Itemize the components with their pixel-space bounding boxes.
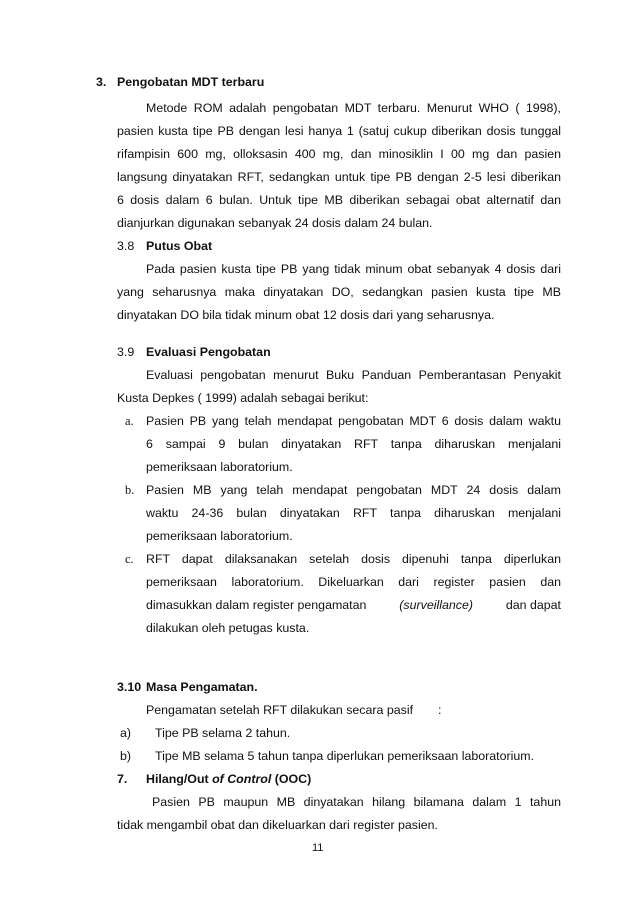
list-item-line: pemeriksaan laboratorium.	[146, 460, 293, 474]
paragraph-line: pasien kusta tipe PB dengan lesi hanya 1 (satuj cukup diberikan dosis tunggal	[117, 124, 561, 138]
section-number: 7.	[117, 772, 128, 786]
paragraph-line: langsung dinyatakan RFT, sedangkan untuk tipe PB dengan 2-5 lesi diberikan	[117, 170, 561, 184]
list-item-line: dilakukan oleh petugas kusta.	[146, 621, 310, 635]
section-heading: Pengobatan MDT terbaru	[117, 75, 265, 89]
paragraph-line: Pada pasien kusta tipe PB yang tidak minum obat sebanyak 4 dosis dari	[146, 262, 561, 276]
paragraph-line: Pengamatan setelah RFT dilakukan secara pasif	[146, 703, 414, 717]
list-item-line: Tipe PB selama 2 tahun.	[155, 726, 291, 740]
section-heading: Evaluasi Pengobatan	[146, 345, 271, 359]
paragraph-line: rifampisin 600 mg, olloksasin 400 mg, dan minosiklin I 00 mg dan pasien	[117, 147, 561, 161]
list-item-line: pemeriksaan laboratorium. Dikeluarkan dari register pasien dan	[146, 575, 561, 589]
section-heading: Putus Obat	[146, 239, 213, 253]
section-heading: Masa Pengamatan.	[146, 680, 258, 694]
line-segment: dan dapat	[505, 598, 561, 612]
list-item-line: pemeriksaan laboratorium.	[146, 529, 293, 543]
list-item-line	[146, 598, 561, 612]
section-number: 3.	[96, 75, 107, 89]
list-item-line: Tipe MB selama 5 tahun tanpa diperlukan pemeriksaan laboratorium.	[155, 749, 535, 763]
list-marker: a)	[120, 726, 132, 740]
heading-part: (OOC)	[274, 772, 312, 786]
section-number: 3.9	[117, 345, 135, 359]
page-number: 11	[312, 842, 324, 854]
heading-part: Hilang/Out	[146, 772, 209, 786]
section-number: 3.8	[117, 239, 135, 253]
list-item-line: Pasien PB yang telah mendapat pengobatan MDT 6 dosis dalam waktu	[146, 414, 561, 428]
paragraph-line: Evaluasi pengobatan menurut Buku Panduan Pemberantasan Penyakit	[146, 368, 561, 382]
paragraph-line: Pasien PB maupun MB dinyatakan hilang bilamana dalam 1 tahun	[152, 795, 561, 809]
section-number: 3.10	[117, 680, 142, 694]
paragraph-line: dinyatakan DO bila tidak minum obat 12 dosis dari yang seharusnya.	[117, 308, 495, 322]
heading-part-italic: of Control	[212, 772, 272, 786]
list-marker: b)	[120, 749, 132, 763]
paragraph-line: dianjurkan digunakan sebanyak 24 dosis dalam 24 bulan.	[117, 216, 433, 230]
list-item-line: Pasien MB yang telah mendapat pengobatan MDT 24 dosis dalam	[146, 483, 561, 497]
section-heading	[146, 772, 311, 786]
paragraph-line: Kusta Depkes ( 1999) adalah sebagai berikut:	[117, 391, 369, 405]
list-marker: a.	[125, 414, 134, 428]
paragraph-line: Metode ROM adalah pengobatan MDT terbaru. Menurut WHO ( 1998),	[146, 101, 561, 115]
paragraph-line: 6 dosis dalam 6 bulan. Untuk tipe MB diberikan sebagai obat alternatif dan	[117, 193, 561, 207]
list-item-line: waktu 24-36 bulan dinyatakan RFT tanpa diharuskan menjalani	[146, 506, 561, 520]
list-marker: b.	[125, 483, 135, 497]
paragraph-line: tidak mengambil obat dan dikeluarkan dari register pasien.	[117, 818, 438, 832]
line-segment: dimasukkan dalam register pengamatan	[146, 598, 367, 612]
paragraph-line: yang seharusnya maka dinyatakan DO, sedangkan pasien kusta tipe MB	[117, 285, 561, 299]
list-marker: c.	[125, 552, 134, 566]
italic-term: (surveillance)	[399, 598, 473, 612]
list-item-line: RFT dapat dilaksanakan setelah dosis dipenuhi tanpa diperlukan	[146, 552, 561, 566]
list-item-line: 6 sampai 9 bulan dinyatakan RFT tanpa diharuskan menjalani	[146, 437, 561, 451]
colon-mark: :	[438, 703, 442, 717]
